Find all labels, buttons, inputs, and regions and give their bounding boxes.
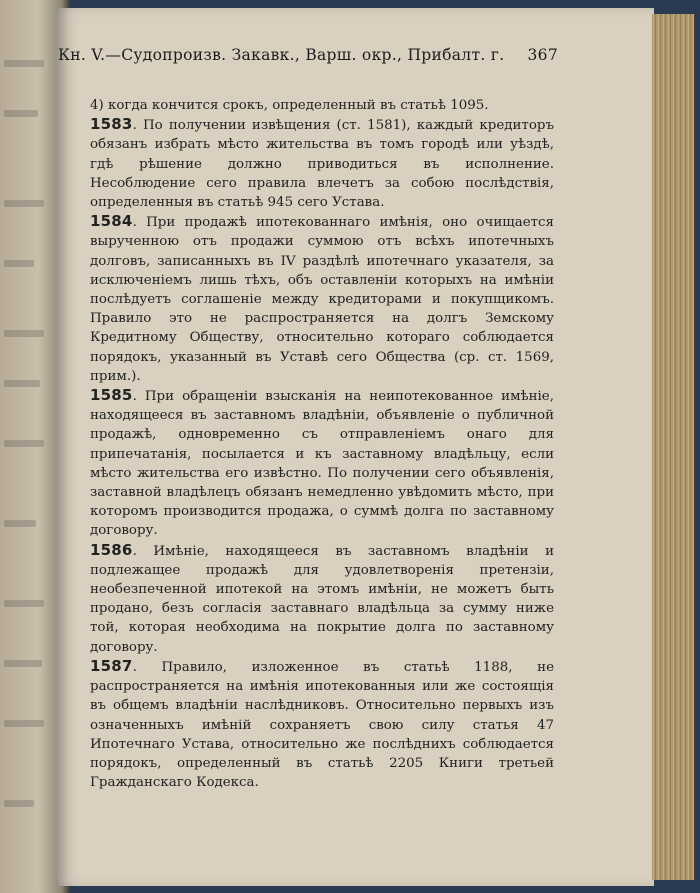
article-number: 1584 [90,212,133,231]
page-edges [652,14,696,880]
article-1587 [90,657,554,792]
article-number: 1585 [90,386,133,405]
article-number: 1586 [90,540,133,559]
article-number: 1583 [90,115,133,134]
article-text: . Правило, изложенное въ статьѣ 1188, не распространяется на имѣнія ипотекованныя или же состоящія въ общемъ владѣніи наслѣдниковъ. Относительно первыхъ изъ означенныхъ имѣній сохраняетъ свою силу статья 47 Ипотечнаго Устава, относительно же послѣднихъ соблюдается порядокъ, определенный въ статьѣ 2205 Книги третьей Гражданскаго Кодекса. [90,659,554,791]
article-text: . По получении извѣщения (ст. 1581), каждый кредиторъ обязанъ избрать мѣсто жительства въ томъ городѣ или уѣздѣ, гдѣ рѣшение должно приводиться въ исполнение. Несоблюдение сего правила влечетъ за собою послѣдствія, определенныя въ статьѣ 945 сего Устава. [90,118,554,211]
article-text: . Имѣніе, находящееся въ заставномъ владѣніи и подлежащее продажѣ для удовлетворенія претензіи, необезпеченной ипотекой на этомъ имѣніи, не можетъ быть продано, безъ согласія заставнаго владѣльца за сумму ниже той, которая необходима на покрытие долга по заставному договору. [90,543,554,655]
article-1586 [90,541,554,657]
article-1585 [90,386,554,541]
article-1583 [90,115,554,212]
page-number: 367 [527,46,558,64]
page-body [90,96,554,792]
intro-paragraph: 4) когда кончится срокъ, определенный въ статьѣ 1095. [90,98,489,113]
article-text: . При обращеніи взысканія на неипотекованное имѣніе, находящееся въ заставномъ владѣніи, объявленіе о публичной продажѣ, одновременно съ отправленіемъ онаго для припечатанія, посылается и къ заставному владѣльцу, если мѣсто жительства его извѣстно. По получении сего объявленія, заставной владѣлецъ обязанъ немедленно увѣдомить мѣсто, при которомъ производится продажа, о суммѣ долга по заставному договору. [90,389,554,539]
header-title: Кн. V.—Судопроизв. Закавк., Варш. окр., Прибалт. г. [58,46,505,64]
running-header [58,46,558,64]
article-text: . При продажѣ ипотекованнаго имѣнія, оно очищается вырученною отъ продажи суммою отъ всѣхъ ипотечныхъ долговъ, записанныхъ въ IV раздѣлѣ ипотечнаго указателя, за исключеніемъ лишь тѣхъ, объ оставленіи которыхъ на имѣніи послѣдуетъ соглашеніе между кредиторами и покупщикомъ. Правило это не распространяется на долгъ Земскому Кредитному Обществу, относительно котораго соблюдается порядокъ, указанный въ Уставѣ сего Общества (ср. ст. 1569, прим.). [90,215,554,384]
article-number: 1587 [90,656,133,675]
article-1584 [90,212,554,386]
